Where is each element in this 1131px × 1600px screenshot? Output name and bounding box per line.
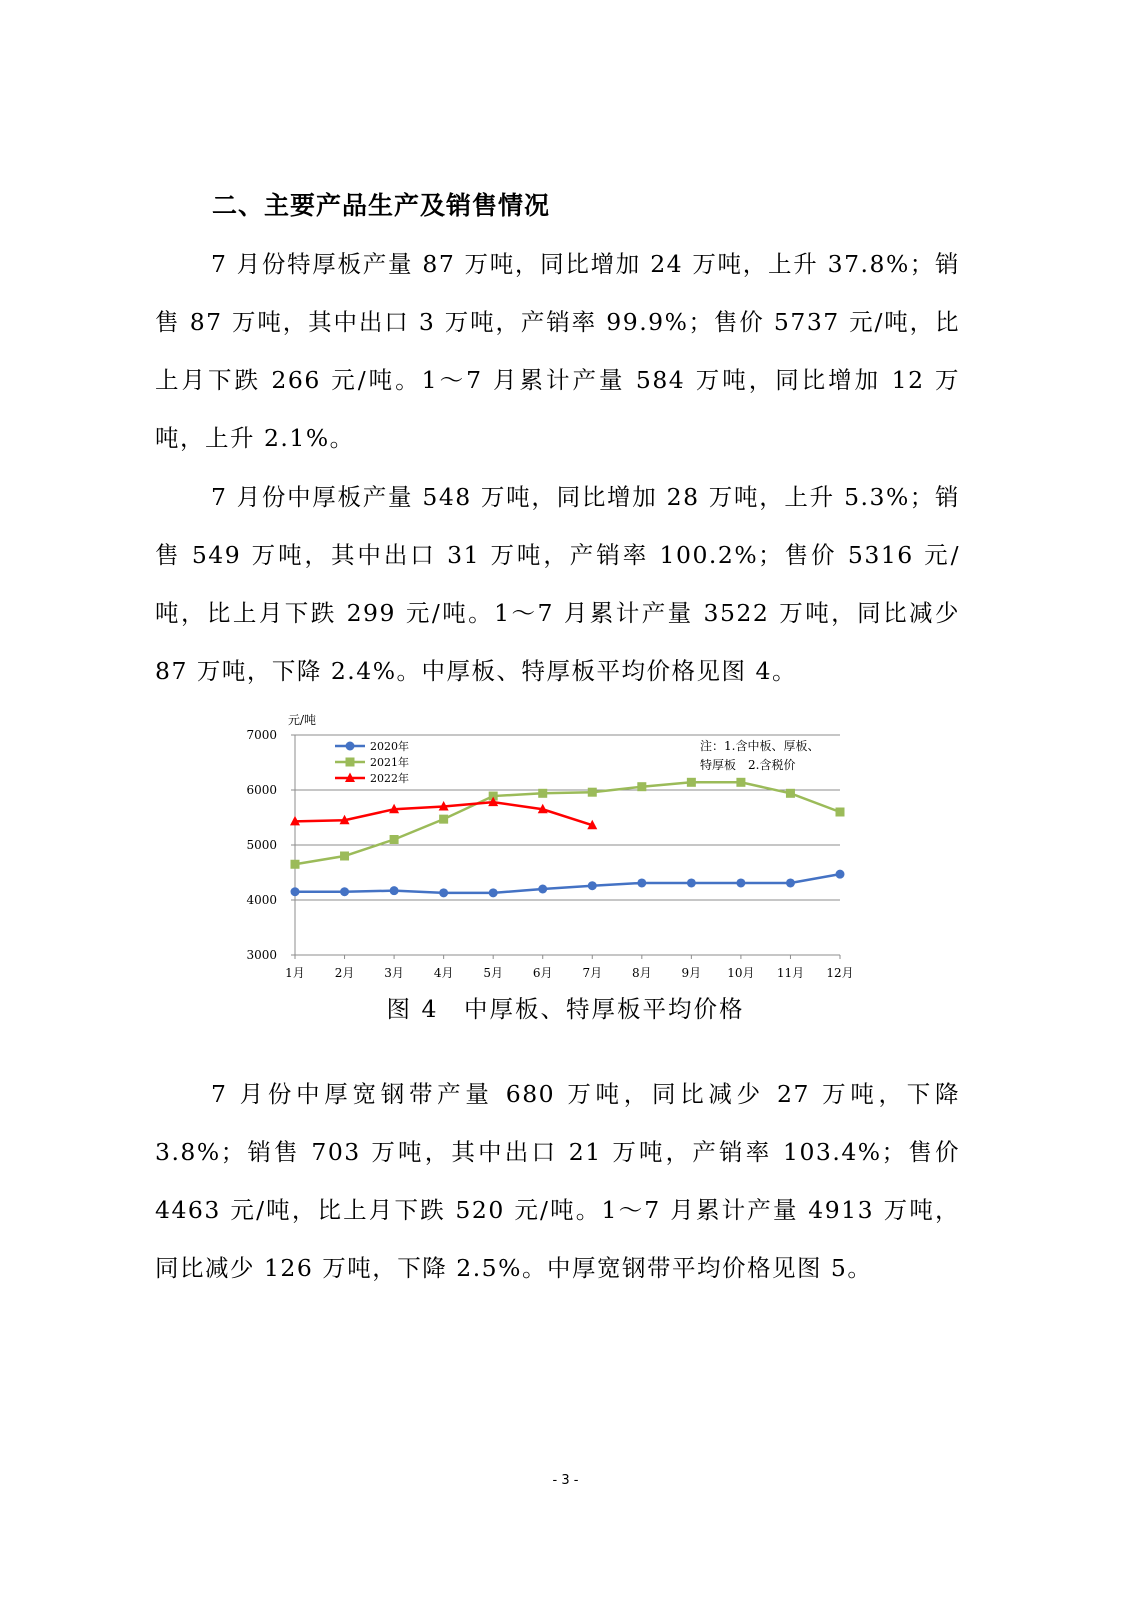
chart-note: 特厚板 2.含税价 — [700, 758, 796, 772]
data-point — [390, 835, 399, 844]
x-tick-label: 1月 — [285, 966, 305, 980]
data-point — [439, 815, 448, 824]
data-point — [340, 852, 349, 861]
data-point — [736, 878, 745, 887]
data-point — [687, 878, 696, 887]
data-point — [538, 789, 547, 798]
data-point — [687, 778, 696, 787]
paragraph-heavy-plate: 7 月份特厚板产量 87 万吨，同比增加 24 万吨，上升 37.8%；销售 87 万吨，其中出口 3 万吨，产销率 99.9%；售价 5737 元/吨，比上月下跌 266 元/吨。1～7 月累计产量 584 万吨，同比增加 12 万吨，上升 2.1%。 — [155, 250, 960, 452]
chart-note: 注：1.含中板、厚板、 — [700, 739, 820, 753]
data-point — [786, 878, 795, 887]
legend-marker — [346, 742, 355, 751]
x-tick-label: 5月 — [483, 966, 504, 980]
data-point — [736, 778, 745, 787]
data-point — [836, 870, 845, 879]
data-point — [340, 887, 349, 896]
y-tick-label: 7000 — [246, 728, 277, 742]
legend-label: 2020年 — [370, 740, 409, 753]
price-line-chart — [246, 705, 870, 990]
x-tick-label: 6月 — [532, 966, 553, 980]
x-tick-label: 10月 — [727, 966, 755, 980]
data-point — [439, 888, 448, 897]
y-tick-label: 5000 — [246, 838, 277, 852]
legend-marker — [346, 758, 355, 767]
legend-label: 2021年 — [370, 756, 409, 769]
paragraph-medium-plate: 7 月份中厚板产量 548 万吨，同比增加 28 万吨，上升 5.3%；销售 549 万吨，其中出口 31 万吨，产销率 100.2%；售价 5316 元/吨，比上月下跌 299 元/吨。1～7 月累计产量 3522 万吨，同比减少 87 万吨，下降 2.4%。中厚板、特厚板平均价格见图 4。 — [155, 483, 960, 685]
x-tick-label: 9月 — [681, 966, 702, 980]
y-tick-label: 4000 — [246, 893, 277, 907]
data-point — [291, 887, 300, 896]
page-number: - 3 - — [552, 1473, 579, 1488]
legend-label: 2022年 — [370, 772, 409, 785]
x-tick-label: 3月 — [384, 966, 404, 980]
data-point — [786, 789, 795, 798]
x-tick-label: 12月 — [826, 966, 854, 980]
data-point — [489, 888, 498, 897]
x-tick-label: 8月 — [631, 966, 652, 980]
x-tick-label: 4月 — [433, 966, 454, 980]
y-tick-label: 6000 — [246, 783, 277, 797]
x-tick-label: 11月 — [776, 966, 805, 980]
y-tick-label: 3000 — [246, 948, 277, 962]
x-tick-label: 7月 — [582, 966, 603, 980]
series-line-2021年 — [295, 782, 840, 864]
paragraph-wide-strip: 7 月份中厚宽钢带产量 680 万吨，同比减少 27 万吨，下降 3.8%；销售 703 万吨，其中出口 21 万吨，产销率 103.4%；售价 4463 元/吨，比上月下跌 520 元/吨。1～7 月累计产量 4913 万吨，同比减少 126 万吨，下降 2.5%。中厚宽钢带平均价格见图 5。 — [155, 1080, 960, 1282]
data-point — [588, 881, 597, 890]
data-point — [291, 860, 300, 869]
series-line-2020年 — [295, 874, 840, 893]
data-point — [390, 886, 399, 895]
data-point — [836, 808, 845, 817]
data-point — [637, 878, 646, 887]
x-tick-label: 2月 — [334, 966, 355, 980]
figure-caption: 图 4 中厚板、特厚板平均价格 — [386, 995, 745, 1023]
data-point — [538, 885, 547, 894]
data-point — [637, 782, 646, 791]
data-point — [588, 788, 597, 797]
y-axis-label: 元/吨 — [288, 713, 317, 727]
section-heading: 二、主要产品生产及销售情况 — [212, 191, 551, 220]
